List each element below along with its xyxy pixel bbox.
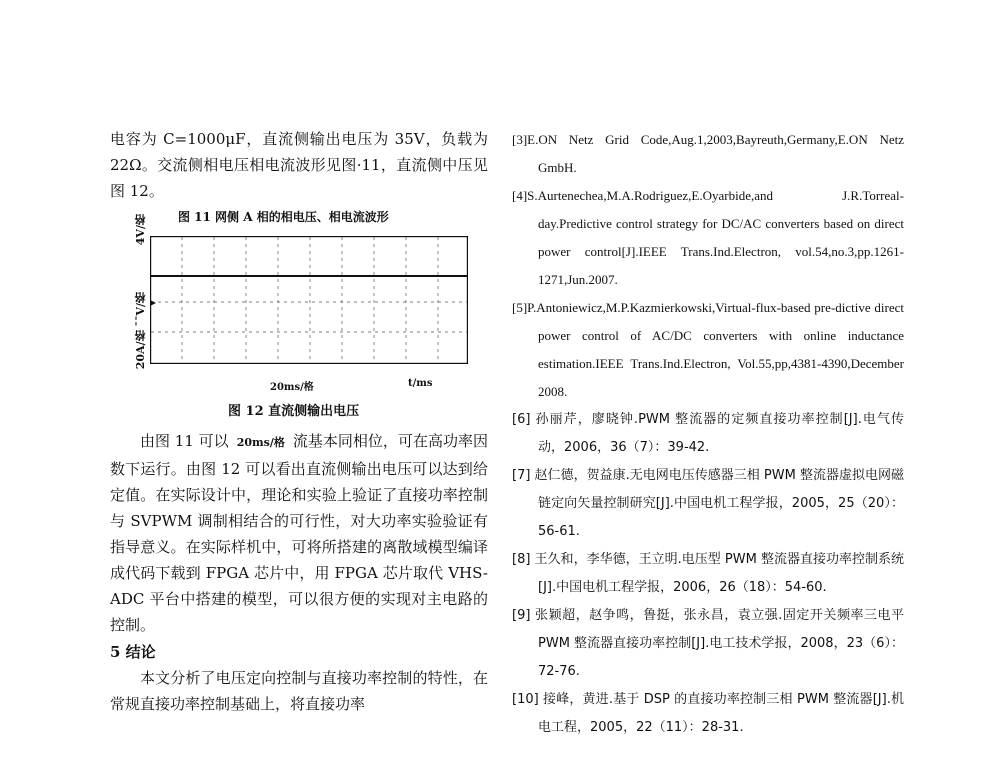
left-column — [110, 126, 488, 204]
figure-y-label-bottom: 20A/格 ˉˉV/格 — [134, 292, 147, 370]
section-title: 5 结论 — [110, 643, 156, 661]
reference-item: [7] 赵仁德，贺益康.无电网电压传感器三相 PWM 整流器虚拟电网磁链定向矢量控制研究[J].中国电机工程学报，2005，25（20）：56-61. — [512, 468, 904, 539]
oscilloscope-figure — [150, 236, 468, 364]
left-column-body — [110, 428, 488, 717]
figure-x-label: 20ms/格 — [270, 382, 314, 393]
paragraph-results — [110, 428, 488, 638]
reference-item: [4]S.Aurtenechea,M.A.Rodriguez,E.Oyarbide,and J.R.Torreal-day.Predictive control strategy for DC/AC converters based on direct power control[J].IEEE Trans.Ind.Electron, vol.54,no.3,pp.1261-1271,Jun.2007. — [512, 188, 904, 287]
reference-item: [3]E.ON Netz Grid Code,Aug.1,2003,Bayreuth,Germany,E.ON Netz GmbH. — [512, 132, 904, 175]
figure-y-label-top: 4V/格 — [134, 214, 147, 246]
reference-item: [6] 孙丽芹，廖晓钟.PWM 整流器的定频直接功率控制[J].电气传动，2006，36（7）：39-42. — [512, 412, 904, 455]
scope-frame — [151, 237, 468, 364]
paragraph-conclusion: 本文分析了电压定向控制与直接功率控制的特性，在常规直接功率控制基础上，将直接功率 — [110, 669, 488, 713]
reference-item: [8] 王久和，李华德，王立明.电压型 PWM 整流器直接功率控制系统[J].中国电机工程学报，2006，26（18）：54-60. — [512, 552, 904, 595]
paragraph-results-rest: 流基本同相位，可在高功率因数下运行。由图 12 可以看出直流侧输出电压可以达到给定值。在实际设计中，理论和实验上验证了直接功率控制与 SVPWM 调制相结合的可行性，对大功率实验验证有指导意义。在实际样机中，可将所搭建的离散域模型编译成代码下载到 FPGA 芯片中，用 FPGA 芯片取代 VHS-ADC 平台中搭建的模型，可以很方便的实现对主电路的控制。 — [110, 432, 488, 634]
reference-item: [10] 接峰，黄进.基于 DSP 的直接功率控制三相 PWM 整流器[J].机电工程，2005，22（11）：28-31. — [512, 692, 904, 735]
reference-item: [5]P.Antoniewicz,M.P.Kazmierkowski,Virtual-flux-based pre-dictive direct power control of AC/DC converters with online inductance estimation.IEEE Trans.Ind.Electron, Vol.55,pp,4381-4390,December 2008. — [512, 300, 904, 399]
figure-12-caption: 图 12 直流侧输出电压 — [228, 404, 360, 419]
paragraph-intro: 电容为 C=1000μF，直流侧输出电压为 35V，负载为 22Ω。交流侧相电压相电流波形见图·11，直流侧中压见图 12。 — [110, 130, 488, 200]
references-list — [512, 126, 904, 742]
figure-11-caption: 图 11 网侧 A 相的相电压、相电流波形 — [178, 210, 389, 224]
figure-x-unit: t/ms — [408, 378, 433, 389]
paragraph-results-start: 由图 11 可以 — [140, 432, 229, 450]
reference-item: [9] 张颖超，赵争鸣，鲁挺，张永昌，袁立强.固定开关频率三电平 PWM 整流器直接功率控制[J].电工技术学报，2008，23（6）：72-76. — [512, 608, 904, 679]
overlay-scale-label: 20ms/格 — [236, 436, 285, 449]
